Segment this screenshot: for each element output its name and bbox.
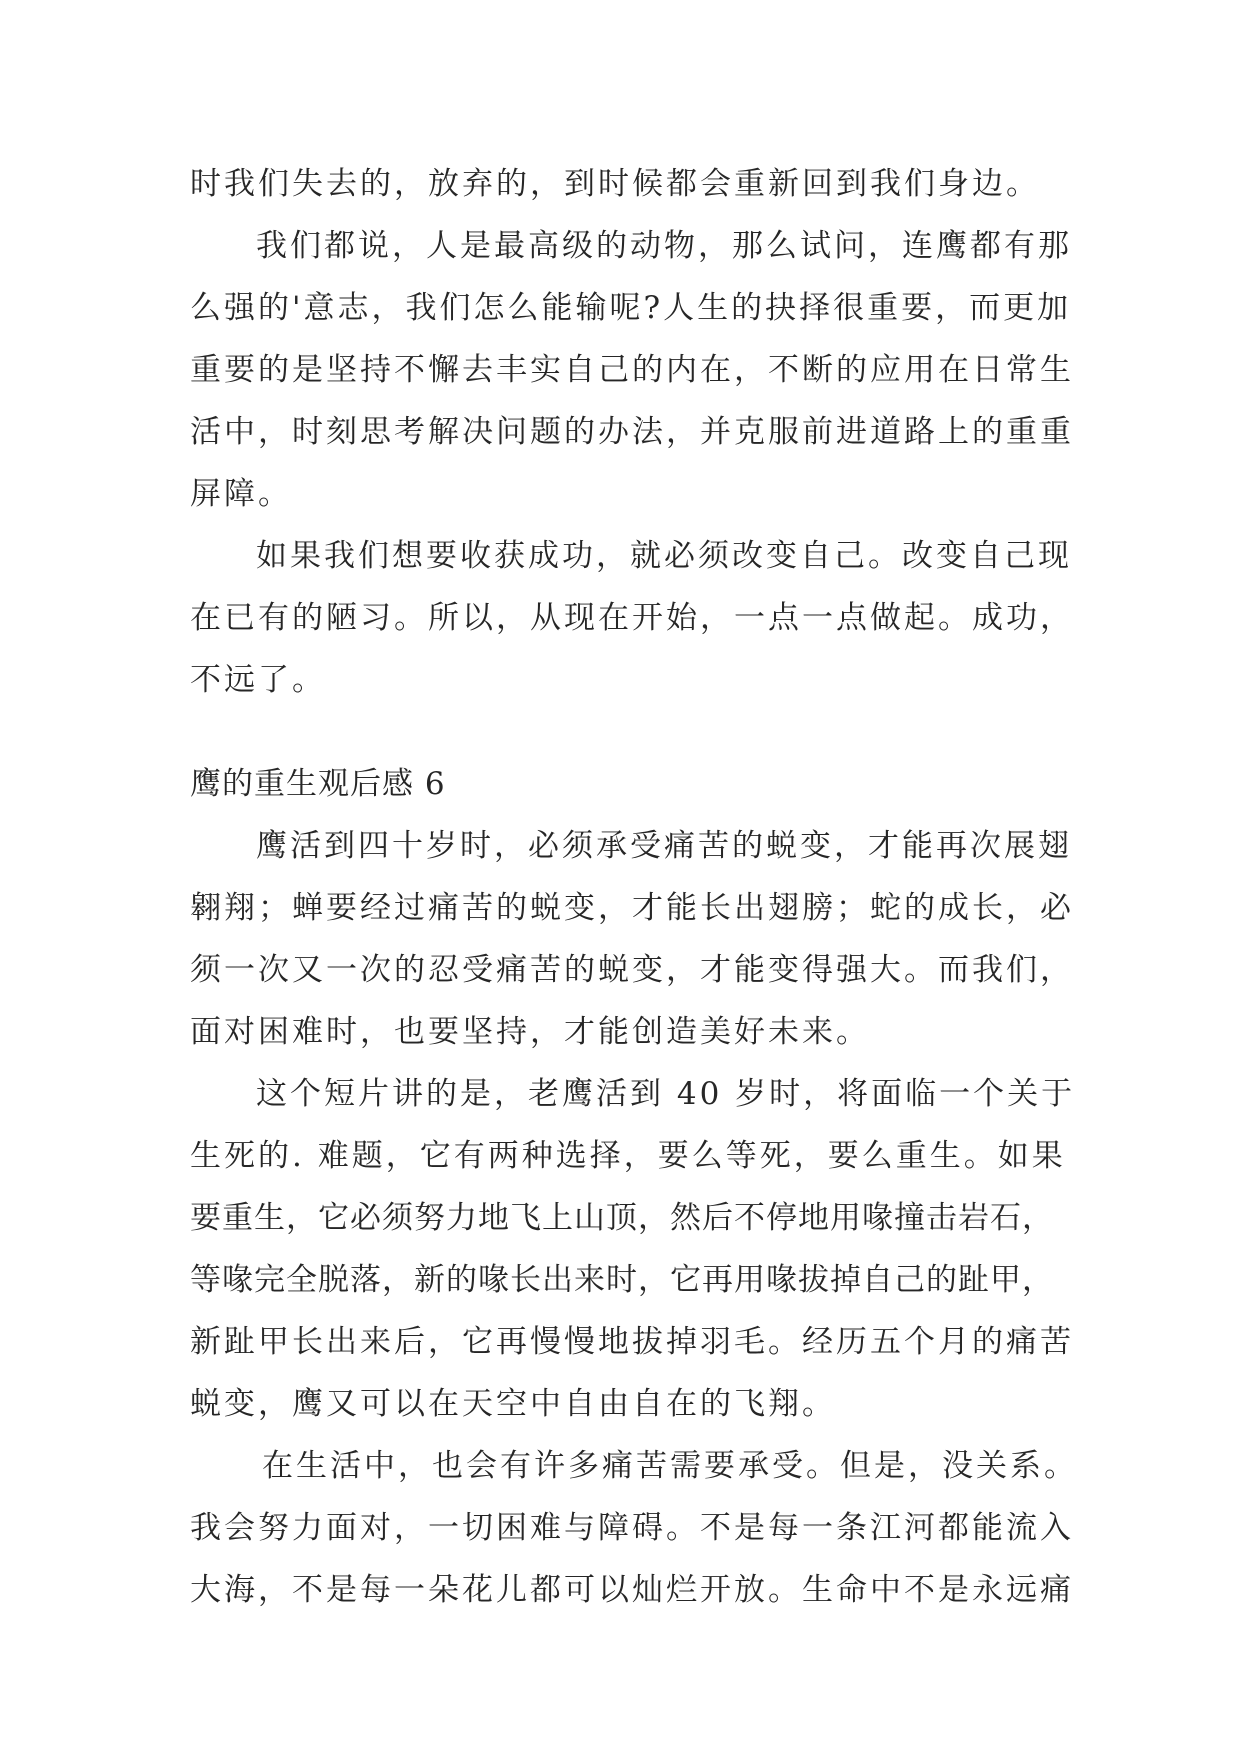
- text-line: 要重生，它必须努力地飞上山顶，然后不停地用喙撞击岩石，: [190, 1200, 1054, 1236]
- text-line: 生死的. 难题，它有两种选择，要么等死，要么重生。如果: [190, 1138, 1066, 1174]
- text-line: 不远了。: [190, 662, 326, 698]
- text-line: 等喙完全脱落，新的喙长出来时，它再用喙拔掉自己的趾甲，: [190, 1262, 1054, 1298]
- text-line: 翱翔；蝉要经过痛苦的蜕变，才能长出翅膀；蛇的成长，必: [190, 890, 1074, 926]
- paragraph-start-line: 这个短片讲的是，老鹰活到 40 岁时，将面临一个关于: [256, 1076, 1076, 1112]
- text-line: 我会努力面对，一切困难与障碍。不是每一条江河都能流入: [190, 1510, 1074, 1546]
- text-line: 面对困难时，也要坚持，才能创造美好未来。: [190, 1014, 870, 1050]
- paragraph-start-line: 我们都说，人是最高级的动物，那么试问，连鹰都有那: [256, 228, 1072, 264]
- text-line: 新趾甲长出来后，它再慢慢地拔掉羽毛。经历五个月的痛苦: [190, 1324, 1074, 1360]
- text-line: 么强的'意志，我们怎么能输呢?人生的抉择很重要，而更加: [190, 290, 1072, 326]
- section-title: 鹰的重生观后感 6: [190, 766, 446, 802]
- text-line: 蜕变，鹰又可以在天空中自由自在的飞翔。: [190, 1386, 836, 1422]
- text-line: 在已有的陋习。所以，从现在开始，一点一点做起。成功，: [190, 600, 1074, 636]
- text-line: 屏障。: [190, 476, 292, 512]
- text-line: 时我们失去的，放弃的，到时候都会重新回到我们身边。: [190, 166, 1040, 202]
- paragraph-start-line: 在生活中，也会有许多痛苦需要承受。但是，没关系。: [262, 1448, 1078, 1484]
- text-line: 须一次又一次的忍受痛苦的蜕变，才能变得强大。而我们，: [190, 952, 1074, 988]
- text-line: 重要的是坚持不懈去丰实自己的内在，不断的应用在日常生: [190, 352, 1074, 388]
- text-line: 活中，时刻思考解决问题的办法，并克服前进道路上的重重: [190, 414, 1074, 450]
- text-line: 大海，不是每一朵花儿都可以灿烂开放。生命中不是永远痛: [190, 1572, 1074, 1608]
- paragraph-start-line: 鹰活到四十岁时，必须承受痛苦的蜕变，才能再次展翅: [256, 828, 1072, 864]
- paragraph-start-line: 如果我们想要收获成功，就必须改变自己。改变自己现: [256, 538, 1072, 574]
